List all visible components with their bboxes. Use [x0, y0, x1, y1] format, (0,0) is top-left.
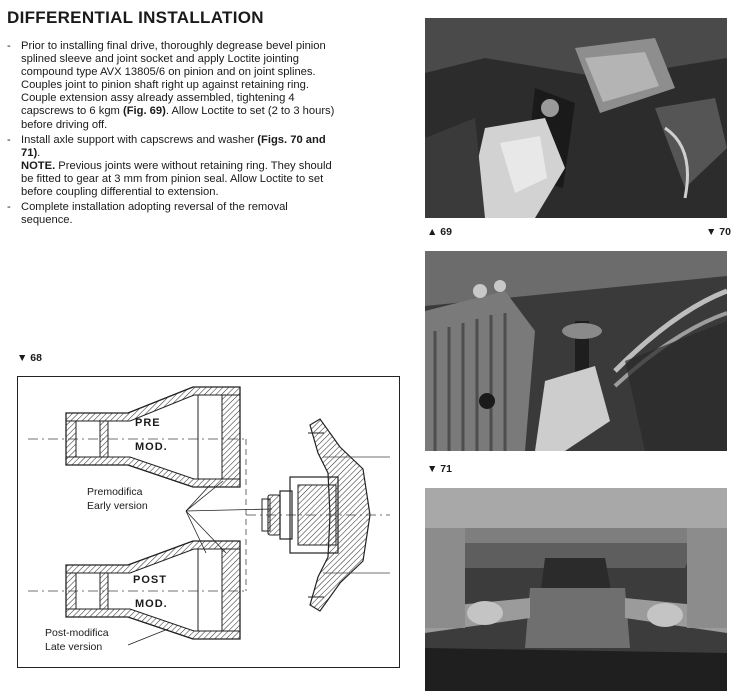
figure-71-photo: [425, 488, 727, 691]
post-mod-label: MOD.: [135, 598, 168, 610]
instruction-item: [7, 201, 337, 227]
early-version-label: Early version: [87, 500, 148, 512]
figure-70-photo: [425, 251, 727, 451]
instruction-text: . Allow Loctite to set (2 to 3 hours) before driving off.: [21, 105, 335, 131]
instruction-list: [7, 40, 337, 229]
figure-71-caption: ▼ 71: [427, 463, 452, 475]
joint-cross-section-drawing: [18, 377, 398, 666]
figure-69-caption: ▲ 69: [427, 226, 452, 238]
instruction-item: [7, 40, 337, 132]
instruction-text: .: [37, 146, 41, 159]
photo-image: [425, 488, 727, 691]
photo-image: [425, 251, 727, 451]
instruction-text: Prior to installing final drive, thoroughly degrease bevel pinion splined sleeve and joint socket and apply Loctite jointing compound type AVX 13805/6 on pinion and on joint splines. Couples joint to pinion shaft right up against retaining ring. Couple extension assy already assembled, tightening 4 capscrews to 6 kgm: [21, 40, 326, 118]
late-version-italian-label: Post-modifica: [45, 627, 109, 639]
pre-label: PRE: [135, 417, 161, 429]
pre-mod-joint: [66, 387, 240, 487]
post-label: POST: [133, 574, 167, 586]
photo-image: [425, 18, 727, 218]
bullet-dash: -: [7, 201, 11, 214]
page-title: DIFFERENTIAL INSTALLATION: [7, 8, 264, 27]
instruction-text: Install axle support with capscrews and washer: [21, 133, 258, 146]
instruction-text: Complete installation adopting reversal of the removal sequence.: [21, 201, 288, 227]
figure-68-caption: ▼ 68: [17, 352, 42, 364]
late-version-label: Late version: [45, 641, 103, 653]
note-label: NOTE.: [21, 159, 56, 172]
note-text: Previous joints were without retaining ring. They should be fitted to gear at 3 mm from pinion seal. Allow Loctite to set before coupling differential to extension.: [21, 159, 332, 199]
joint-diagram-figure-68: [17, 376, 400, 668]
bullet-dash: -: [7, 40, 11, 52]
figure-reference: (Figs. 70 and 71): [21, 133, 326, 159]
early-version-italian-label: Premodifica: [87, 486, 143, 498]
post-mod-joint: [66, 541, 240, 639]
figure-69-photo: [425, 18, 727, 218]
figure-reference: (Fig. 69): [122, 105, 166, 118]
instruction-item: [7, 134, 337, 199]
pre-mod-label: MOD.: [135, 441, 168, 453]
figure-70-caption: ▼ 70: [706, 226, 731, 238]
bullet-dash: -: [7, 133, 11, 146]
